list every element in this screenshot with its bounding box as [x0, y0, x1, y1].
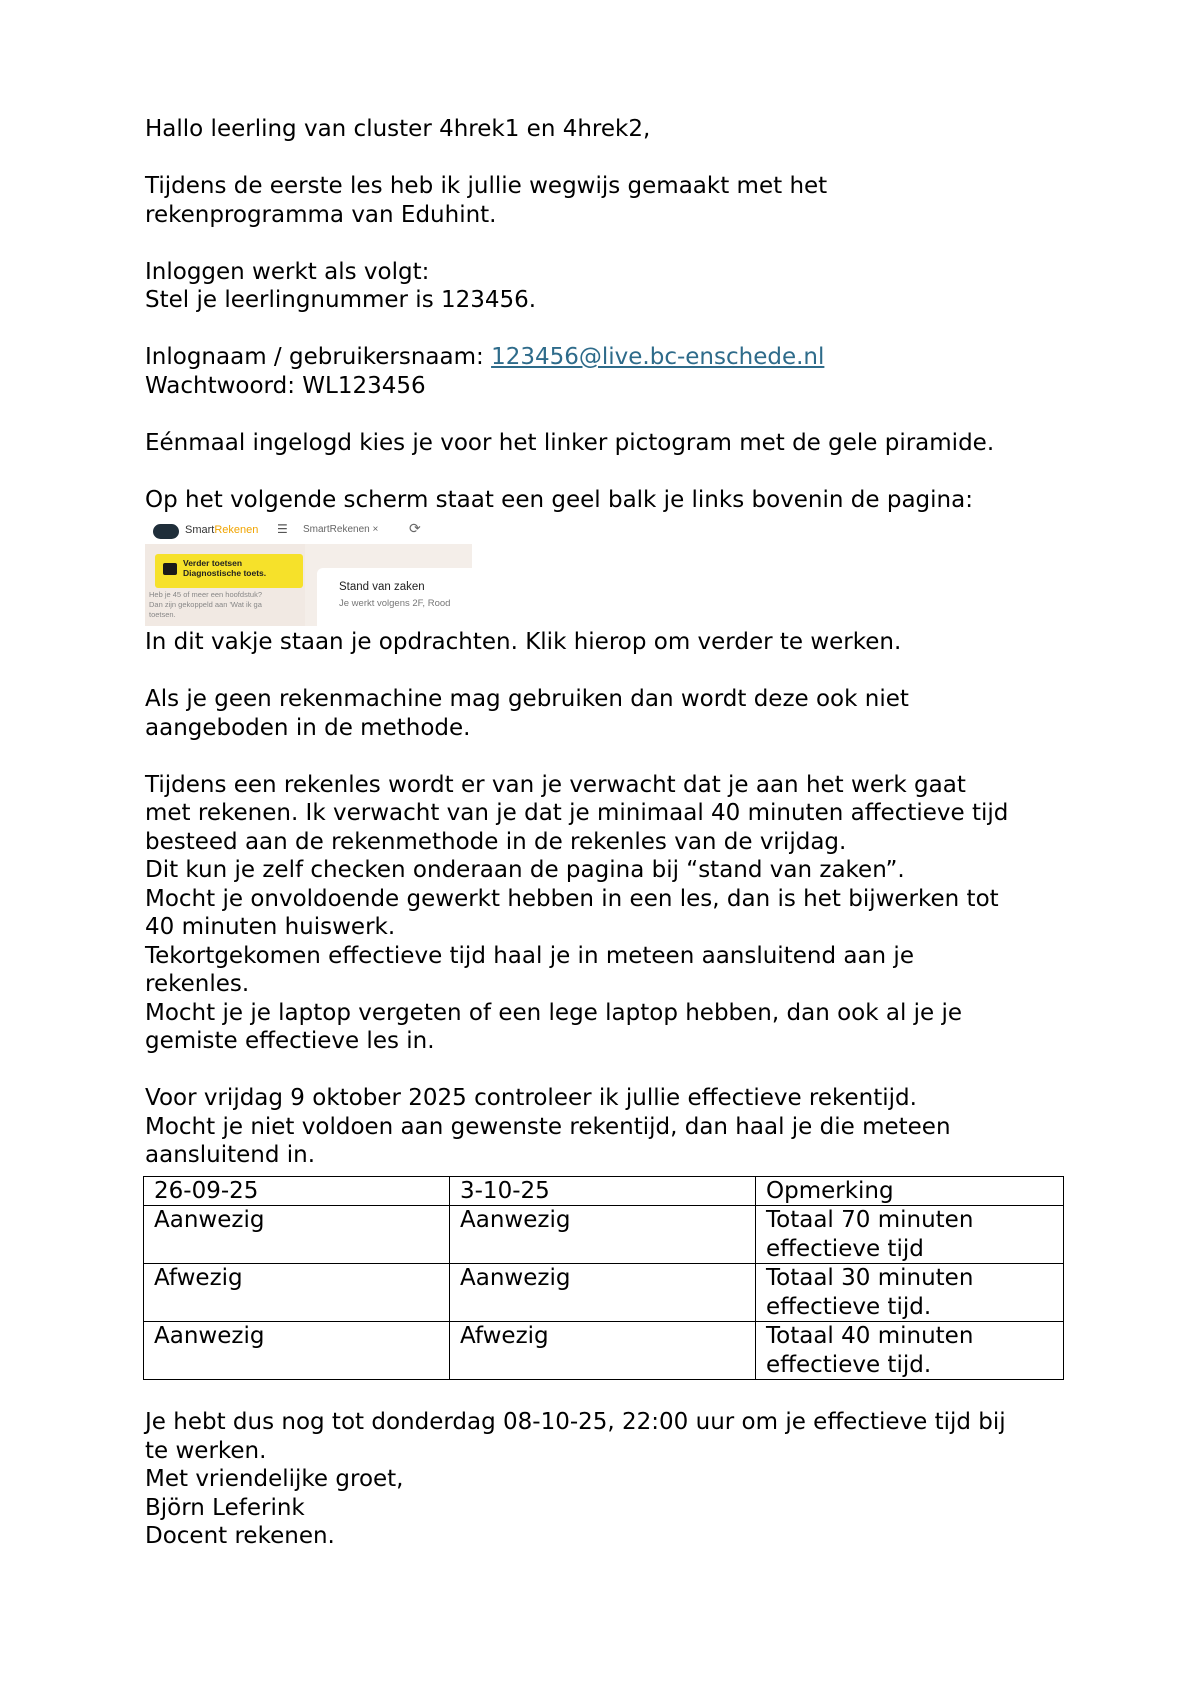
signature-role: Docent rekenen.: [145, 1523, 335, 1549]
login-paragraph: [145, 258, 1075, 315]
rules-line: Tekortgekomen effectieve tijd haal je in meteen aansluitend aan je: [145, 942, 914, 969]
table-cell: Aanwezig: [450, 1206, 756, 1264]
graduation-cap-icon: [163, 563, 177, 575]
table-row: [144, 1322, 1064, 1380]
table-cell: Aanwezig: [144, 1206, 450, 1264]
table-cell: Aanwezig: [450, 1264, 756, 1322]
table-cell: Afwezig: [144, 1264, 450, 1322]
signature-name: Björn Leferink: [145, 1494, 305, 1521]
table-cell: Afwezig: [450, 1322, 756, 1380]
refresh-icon: ⟳: [409, 521, 421, 537]
deadline-line: Mocht je niet voldoen aan gewenste rekentijd, dan haal je die meteen: [145, 1113, 951, 1140]
intro-line: Tijdens de eerste les heb ik jullie wegwijs gemaakt met het: [145, 173, 828, 199]
after-login-paragraph: [145, 429, 1075, 458]
intro-paragraph: [145, 172, 1075, 229]
username-label: Inlognaam / gebruikersnaam:: [145, 344, 492, 370]
rules-line: 40 minuten huiswerk.: [145, 914, 396, 940]
table-row: [144, 1206, 1064, 1264]
small-text-line: Heb je 45 of meer een hoofdstuk?: [149, 590, 262, 599]
attendance-table: [143, 1176, 1064, 1381]
yellow-bar-line: Verder toetsen: [183, 558, 243, 568]
screenshot-brand: [185, 523, 258, 537]
rules-line: rekenles.: [145, 971, 250, 997]
status-card: [317, 568, 472, 626]
deadline-paragraph: [145, 1084, 1075, 1170]
rules-line: Mocht je onvoldoende gewerkt hebben in een les, dan is het bijwerken tot: [145, 885, 999, 912]
remark-line: effectieve tijd.: [766, 1293, 932, 1320]
next-screen-paragraph: [145, 486, 1075, 515]
rules-paragraph: [145, 771, 1075, 1056]
yellow-bar-line: Diagnostische toets.: [183, 568, 267, 578]
closing-line: Met vriendelijke groet,: [145, 1466, 404, 1492]
table-cell-remark: [756, 1322, 1064, 1380]
rules-line: Tijdens een rekenles wordt er van je verwacht dat je aan het werk gaat: [145, 771, 966, 798]
closing-paragraph: [145, 1408, 1075, 1551]
calculator-paragraph: [145, 685, 1075, 742]
remark-line: Totaal 30 minuten: [766, 1265, 974, 1291]
status-card-subtitle: Je werkt volgens 2F, Rood: [339, 598, 451, 609]
table-header-cell: 3-10-25: [450, 1176, 756, 1206]
rules-line: gemiste effectieve les in.: [145, 1028, 435, 1054]
remark-line: Totaal 40 minuten: [766, 1323, 974, 1349]
greeting: [145, 115, 1075, 144]
closing-line: Je hebt dus nog tot donderdag 08-10-25, 22:00 uur om je effectieve tijd bij: [145, 1409, 1006, 1435]
table-cell: Aanwezig: [144, 1322, 450, 1380]
credentials-paragraph: [145, 343, 1075, 400]
password-line: Wachtwoord: WL123456: [145, 372, 426, 399]
after-login-text: Eénmaal ingelogd kies je voor het linker pictogram met de gele piramide.: [145, 429, 995, 456]
table-cell-remark: [756, 1206, 1064, 1264]
deadline-line: aansluitend in.: [145, 1142, 316, 1168]
next-screen-text: Op het volgende scherm staat een geel balk je links bovenin de pagina:: [145, 486, 973, 513]
calculator-line: aangeboden in de methode.: [145, 714, 471, 741]
screenshot-small-text: [149, 590, 299, 620]
greeting-text: Hallo leerling van cluster 4hrek1 en 4hrek2,: [145, 116, 651, 142]
yellow-bar-text: [183, 558, 266, 578]
rules-line: besteed aan de rekenmethode in de rekenles van de vrijdag.: [145, 828, 847, 855]
remark-line: effectieve tijd: [766, 1235, 924, 1262]
small-text-line: toetsen.: [149, 610, 176, 619]
status-card-title: Stand van zaken: [339, 581, 425, 593]
remark-line: Totaal 70 minuten: [766, 1207, 974, 1233]
brand-part-accent: Rekenen: [214, 524, 259, 536]
closing-line: te werken.: [145, 1437, 267, 1464]
login-example: Stel je leerlingnummer is 123456.: [145, 287, 537, 313]
table-header-cell: Opmerking: [756, 1176, 1064, 1206]
in-this-box-text: In dit vakje staan je opdrachten. Klik hierop om verder te werken.: [145, 629, 902, 655]
logo-icon: [153, 524, 179, 539]
table-header-row: [144, 1176, 1064, 1206]
table-header-cell: 26-09-25: [144, 1176, 450, 1206]
brand-part: Smart: [185, 524, 215, 536]
rules-line: Dit kun je zelf checken onderaan de pagina bij “stand van zaken”.: [145, 857, 905, 883]
intro-line: rekenprogramma van Eduhint.: [145, 201, 497, 228]
deadline-line: Voor vrijdag 9 oktober 2025 controleer ik jullie effectieve rekentijd.: [145, 1085, 917, 1111]
username-line: [145, 343, 1075, 372]
table-cell-remark: [756, 1264, 1064, 1322]
menu-icon: ☰: [277, 522, 288, 536]
username-email-link[interactable]: 123456@live.bc-enschede.nl: [491, 344, 825, 370]
smartrekenen-screenshot: [145, 518, 472, 626]
rules-line: Mocht je je laptop vergeten of een lege laptop hebben, dan ook al je je: [145, 999, 963, 1026]
login-heading: Inloggen werkt als volgt:: [145, 258, 430, 285]
table-row: [144, 1264, 1064, 1322]
letter-body: [145, 115, 1075, 1551]
calculator-line: Als je geen rekenmachine mag gebruiken dan wordt deze ook niet: [145, 686, 909, 712]
remark-line: effectieve tijd.: [766, 1351, 932, 1378]
in-this-box-paragraph: [145, 628, 1075, 657]
rules-line: met rekenen. Ik verwacht van je dat je minimaal 40 minuten affectieve tijd: [145, 800, 1009, 826]
small-text-line: Dan zijn gekoppeld aan 'Wat ik ga: [149, 600, 262, 609]
screenshot-tab: SmartRekenen ×: [303, 524, 379, 535]
